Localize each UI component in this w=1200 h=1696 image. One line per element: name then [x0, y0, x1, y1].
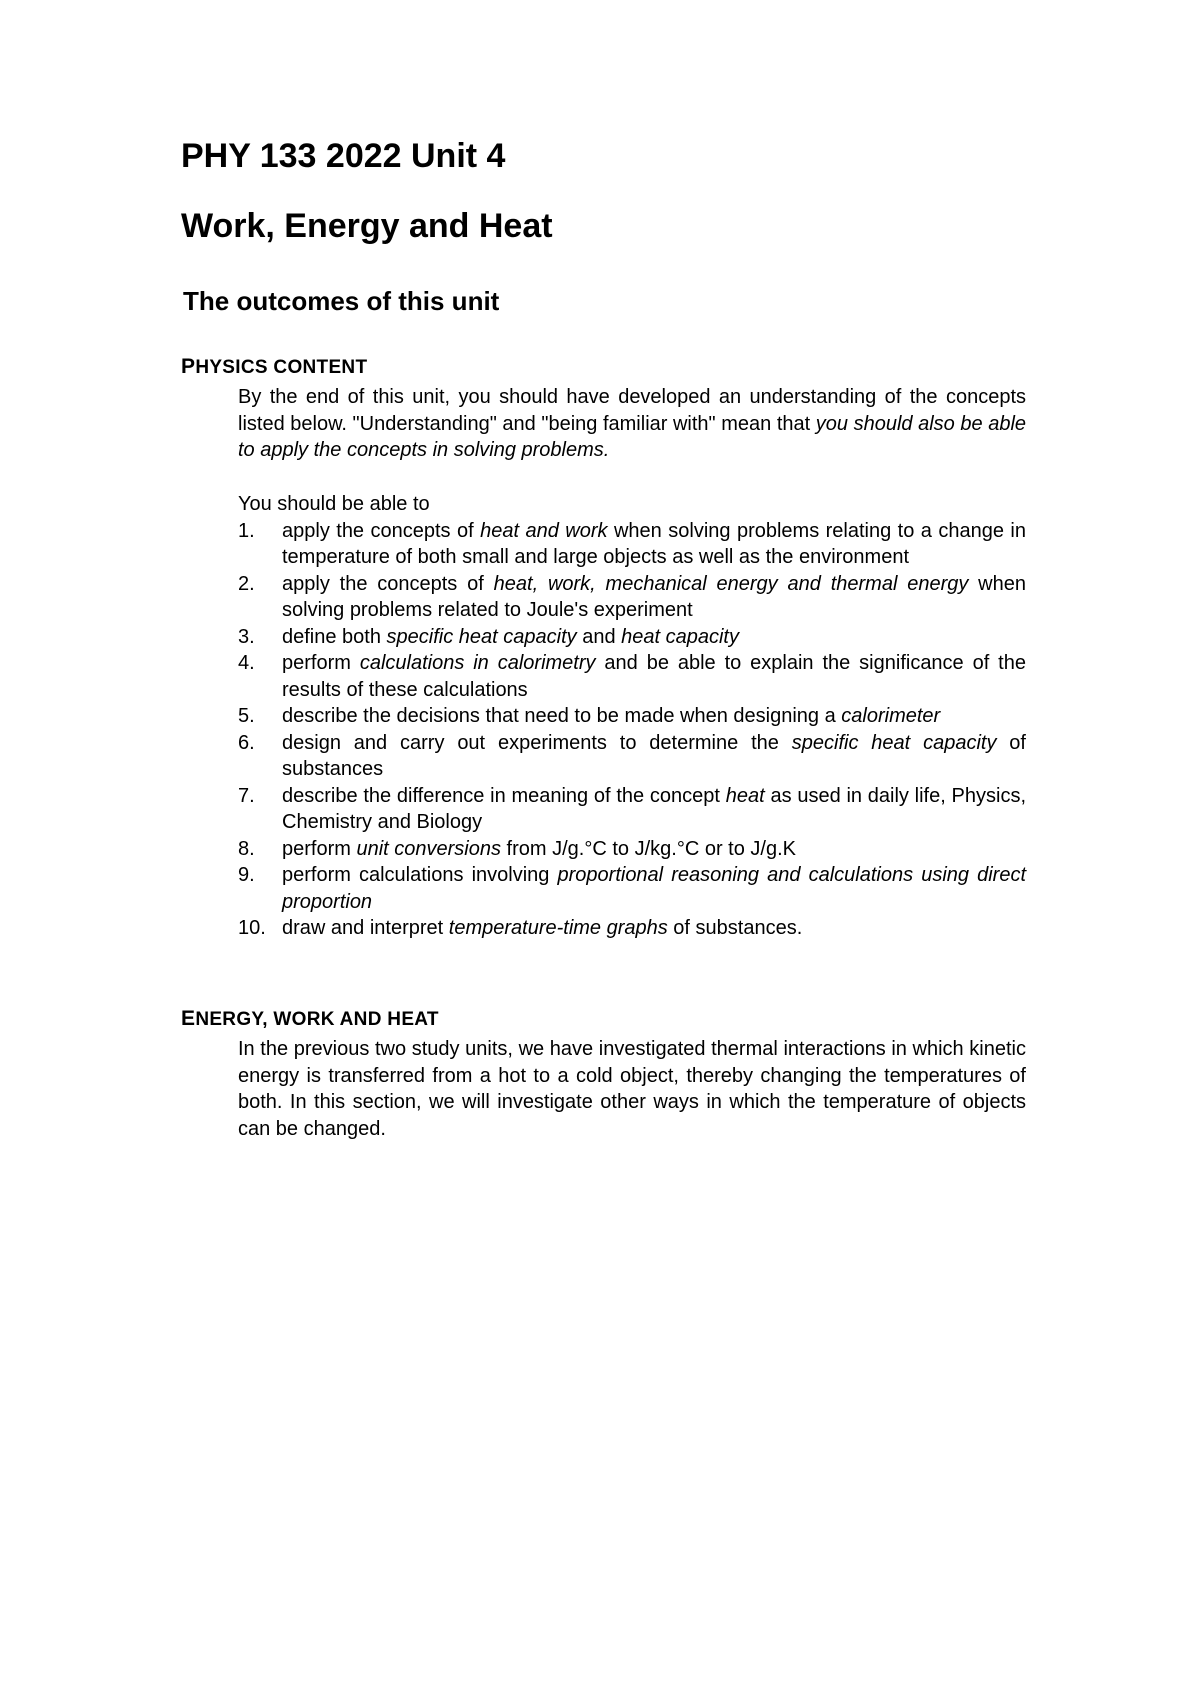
item-text: of substances.	[667, 917, 803, 939]
item-number: 7.	[238, 784, 255, 807]
item-number: 6.	[238, 731, 255, 754]
item-text: as used in daily life, Physics, Chemistry and Biology	[282, 784, 1027, 833]
outcomes-list	[238, 518, 1026, 942]
item-number: 2.	[238, 572, 255, 595]
item-emphasis: temperature-time graphs	[448, 917, 668, 939]
document-title: PHY 133 2022 Unit 4	[181, 137, 506, 175]
list-item	[238, 624, 1026, 651]
item-emphasis: calorimeter	[841, 705, 941, 727]
heading-rest: NERGY, WORK AND HEAT	[195, 1009, 439, 1030]
section-heading-physics-content	[181, 355, 367, 380]
intro-text: By the end of this unit, you should have developed an understanding of the concepts listed below. "Understanding" and "being familiar with" mean that	[238, 386, 1026, 435]
outcomes-lead-in: You should be able to	[238, 493, 430, 515]
item-emphasis: heat, work, mechanical energy and thermal energy	[493, 572, 969, 595]
item-text: define both	[282, 625, 387, 648]
section-heading-energy-work-heat	[181, 1007, 439, 1032]
item-number: 4.	[238, 652, 255, 674]
item-emphasis: specific heat capacity	[791, 731, 997, 754]
list-item	[238, 518, 1026, 571]
item-emphasis: heat	[725, 784, 765, 807]
list-item	[238, 915, 1026, 942]
heading-initial: P	[181, 355, 196, 378]
list-item	[238, 650, 1026, 703]
heading-rest: HYSICS CONTENT	[195, 357, 368, 378]
item-emphasis: specific heat capacity	[386, 625, 577, 648]
list-item	[238, 836, 1026, 863]
item-emphasis: proportional reasoning and calculations using direct proportion	[282, 864, 1026, 913]
item-text: when solving problems relating to a change in temperature of both small and large objects as well as the environment	[282, 519, 1027, 568]
item-text: describe the decisions that need to be made when designing a	[282, 705, 842, 727]
item-text: apply the concepts of	[282, 572, 494, 595]
item-text: perform	[282, 837, 357, 860]
heading-initial: E	[181, 1007, 196, 1030]
energy-paragraph: In the previous two study units, we have investigated thermal interactions in which kinetic energy is transferred from a hot to a cold object, thereby changing the temperatures of both. In this section, we will investigate other ways in which the temperature of objects can be changed.	[238, 1038, 1026, 1140]
item-text: draw and interpret	[282, 917, 449, 939]
item-text: and be able to explain the significance of the results of these calculations	[282, 652, 1026, 701]
item-number: 5.	[238, 705, 255, 727]
item-text: perform	[282, 652, 360, 674]
item-emphasis: calculations in calorimetry	[359, 652, 596, 674]
item-text: when solving problems related to Joule's experiment	[282, 572, 1026, 621]
list-item	[238, 783, 1026, 836]
list-item	[238, 703, 1026, 730]
item-text: and	[576, 625, 622, 648]
item-emphasis: heat and work	[480, 519, 608, 542]
outcomes-block	[238, 491, 1026, 942]
intro-paragraph	[238, 384, 1026, 464]
intro-emphasis: you should also be able to apply the concepts in solving problems.	[238, 412, 1027, 461]
item-emphasis: heat capacity	[621, 625, 739, 648]
item-text: describe the difference in meaning of the concept	[282, 784, 726, 807]
outcomes-heading: The outcomes of this unit	[183, 286, 500, 316]
item-number: 3.	[238, 625, 255, 648]
item-number: 9.	[238, 864, 255, 886]
list-item	[238, 571, 1026, 624]
item-text: from J/g.°C to J/kg.°C or to J/g.K	[501, 837, 796, 860]
list-item	[238, 730, 1026, 783]
item-text: perform calculations involving	[282, 864, 558, 886]
list-item	[238, 862, 1026, 915]
item-text: of substances	[282, 731, 1026, 780]
item-number: 10.	[238, 917, 266, 939]
item-text: design and carry out experiments to determine the	[282, 731, 792, 754]
item-emphasis: unit conversions	[356, 837, 501, 860]
item-number: 1.	[238, 519, 255, 542]
document-subtitle: Work, Energy and Heat	[181, 207, 553, 245]
item-text: apply the concepts of	[282, 519, 481, 542]
item-number: 8.	[238, 837, 255, 860]
